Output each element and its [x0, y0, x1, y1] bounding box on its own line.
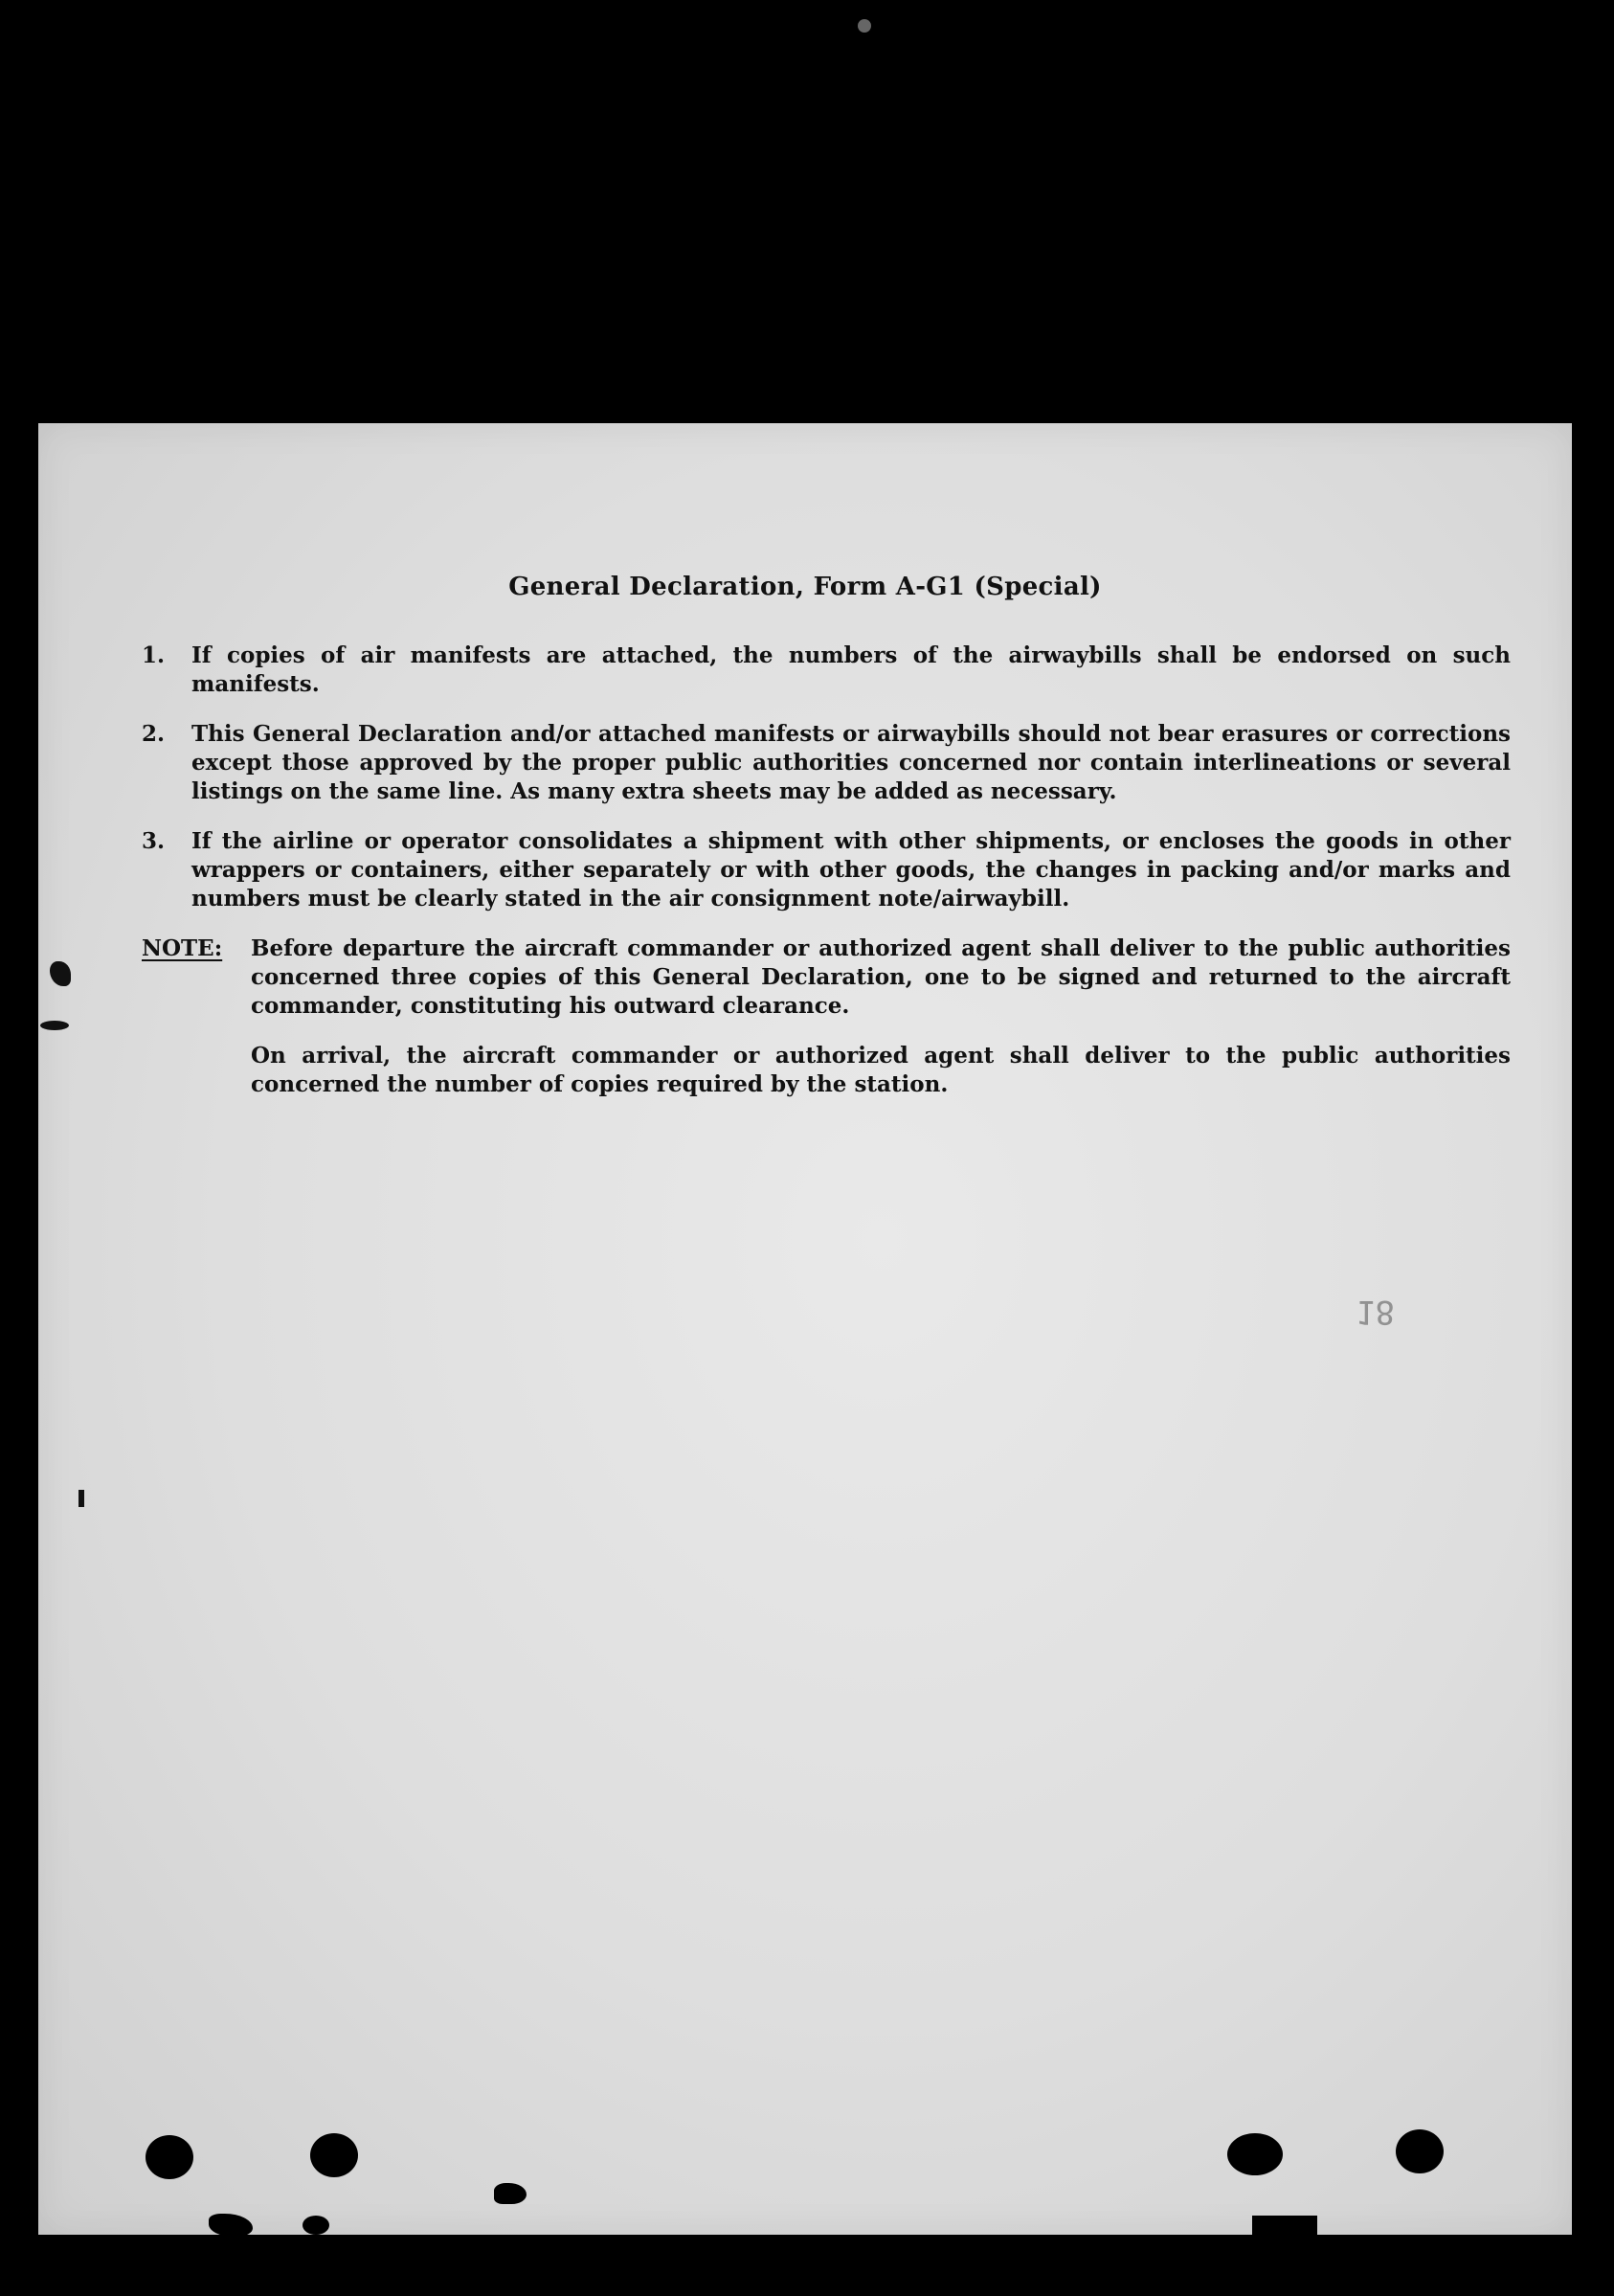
instruction-item: [142, 720, 1511, 806]
item-number: 2.: [142, 721, 166, 747]
note-label: NOTE:: [142, 935, 223, 961]
item-text: This General Declaration and/or attached manifests or airwaybills should not bear erasures or corrections except those approved by the proper public authorities concerned nor contain interlineations or several listings on the same line. As many extra sheets may be added as necessary.: [191, 721, 1511, 804]
instruction-item: [142, 642, 1511, 699]
punch-hole: [1396, 2129, 1444, 2173]
torn-blot: [303, 2216, 329, 2235]
note-paragraph: On arrival, the aircraft commander or authorized agent shall deliver to the public authorities concerned the number of copies required by the station.: [251, 1043, 1511, 1097]
note-section: [142, 934, 1511, 1120]
scan-mark: [78, 1490, 84, 1507]
punch-hole: [146, 2135, 193, 2179]
note-paragraph: Before departure the aircraft commander or authorized agent shall deliver to the public authorities concerned three copies of this General Declaration, one to be signed and returned to the aircraft commander, constituting his outward clearance.: [251, 935, 1511, 1019]
punch-hole: [1227, 2133, 1283, 2175]
torn-blot: [209, 2214, 253, 2237]
document-page: [38, 423, 1572, 2235]
form-title: General Declaration, Form A-G1 (Special): [508, 573, 1102, 601]
item-number: 3.: [142, 828, 166, 854]
item-text: If the airline or operator consolidates a shipment with other shipments, or encloses the goods in other wrappers or containers, either separately or with other goods, the changes in packing and/or marks and numbers must be clearly stated in the air consignment note/airwaybill.: [191, 828, 1511, 912]
item-text: If copies of air manifests are attached, the numbers of the airwaybills shall be endorsed on such manifests.: [191, 642, 1511, 697]
torn-blot: [494, 2183, 527, 2204]
punch-hole: [310, 2133, 358, 2177]
instruction-item: [142, 827, 1511, 913]
scan-speck: [858, 19, 871, 33]
note-body: [251, 934, 1511, 1120]
bleed-through-mark: 18: [1356, 1293, 1395, 1331]
item-number: 1.: [142, 642, 166, 668]
scan-mark: [40, 1021, 69, 1030]
torn-blot: [1252, 2216, 1317, 2235]
instructions-list: [142, 642, 1511, 1120]
